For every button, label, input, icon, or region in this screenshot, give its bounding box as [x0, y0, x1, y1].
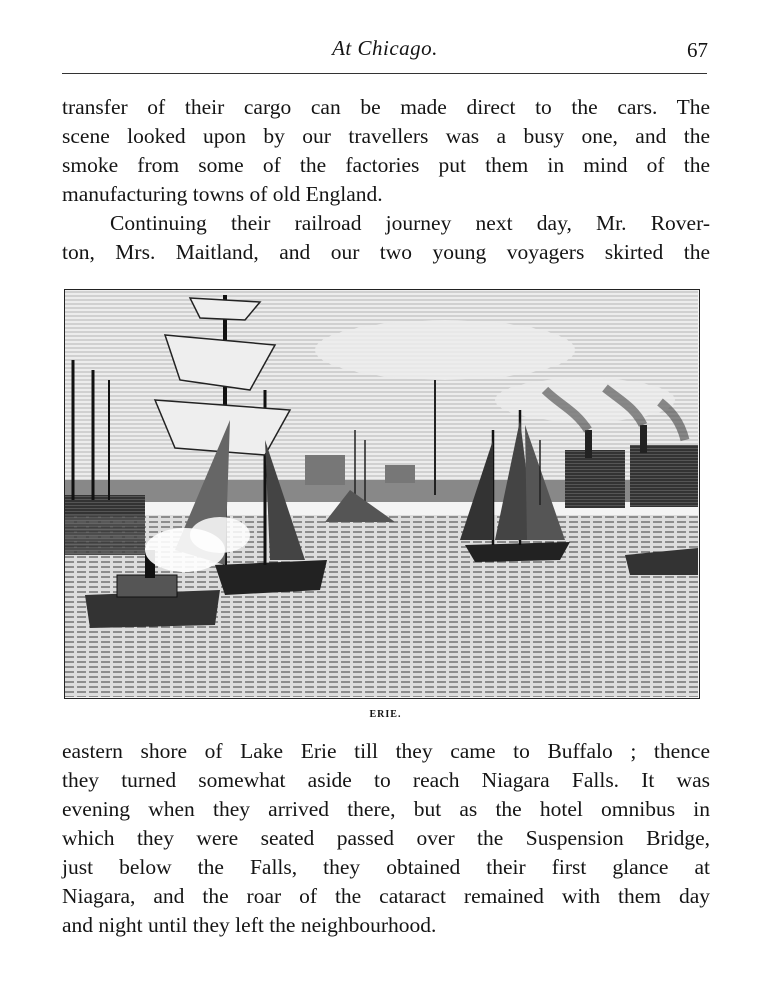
illustration-caption: ERIE.: [369, 709, 402, 720]
text-line: ton, Mrs. Maitland, and our two young voyagers skirted the: [62, 240, 710, 264]
paragraph-3: [62, 737, 710, 940]
harbour-engraving: [64, 289, 700, 699]
text-line: scene looked upon by our travellers was a busy one, and the: [62, 124, 710, 148]
text-line: Continuing their railroad journey next day, Mr. Rover-: [110, 211, 710, 235]
text-line: and night until they left the neighbourhood.: [62, 913, 437, 937]
text-line: which they were seated passed over the Suspension Bridge,: [62, 826, 710, 850]
page-number: 67: [687, 38, 708, 62]
header-rule: [62, 73, 707, 74]
text-line: smoke from some of the factories put them in mind of the: [62, 153, 710, 177]
text-line: evening when they arrived there, but as the hotel omnibus in: [62, 797, 710, 821]
text-line: manufacturing towns of old England.: [62, 182, 383, 206]
running-title: At Chicago.: [332, 36, 438, 60]
running-head: [60, 36, 710, 66]
text-line: eastern shore of Lake Erie till they came to Buffalo ; thence: [62, 739, 710, 763]
text-line: they turned somewhat aside to reach Niagara Falls. It was: [62, 768, 710, 792]
text-line: transfer of their cargo can be made direct to the cars. The: [62, 95, 710, 119]
text-line: Niagara, and the roar of the cataract remained with them day: [62, 884, 710, 908]
paragraph-1: [62, 93, 710, 267]
text-line: just below the Falls, they obtained their first glance at: [62, 855, 710, 879]
